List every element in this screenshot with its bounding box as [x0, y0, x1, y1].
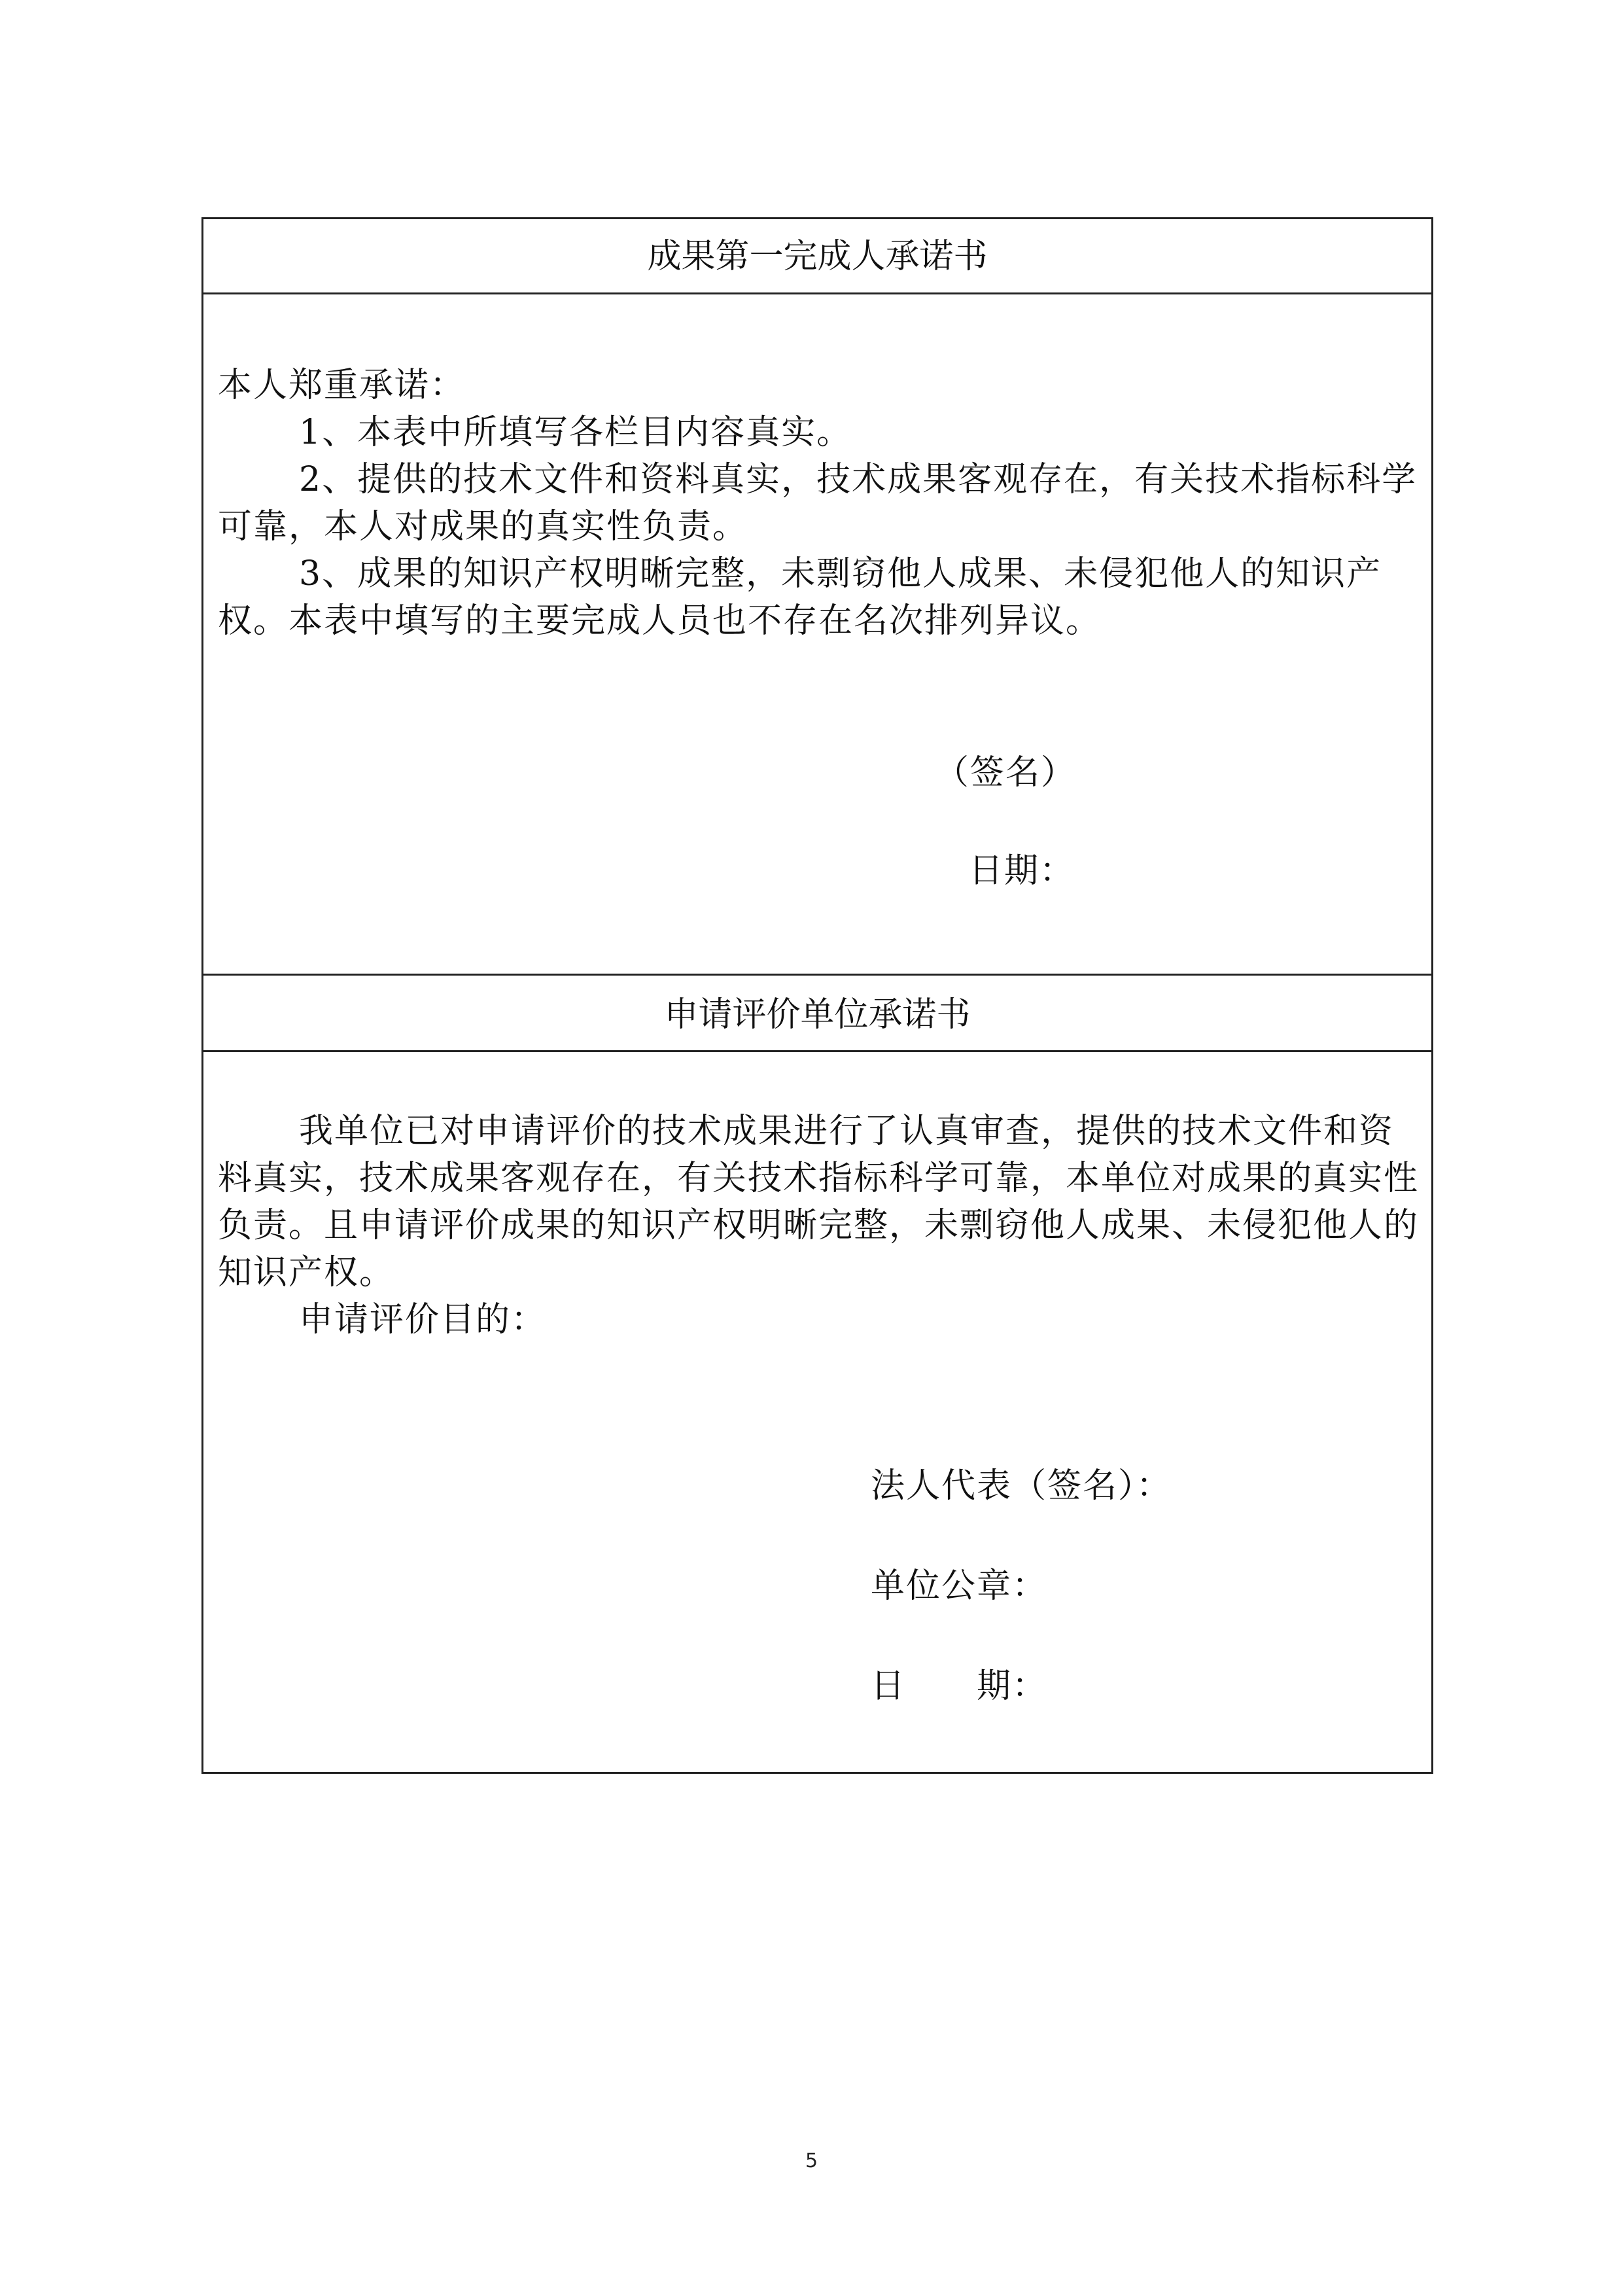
- section2-statement: 我单位已对申请评价的技术成果进行了认真审查，提供的技术文件和资料真实，技术成果客观存在，有关技术指标科学可靠，本单位对成果的真实性负责。且申请评价成果的知识产权明晰完整，未剽窃他人成果、未侵犯他人的知识产权。: [218, 1112, 1420, 1292]
- section1-signature-label: （签名）: [935, 753, 1077, 792]
- section2-title: 申请评价单位承诺书: [203, 974, 1431, 1052]
- section1-title: 成果第一完成人承诺书: [203, 219, 1431, 294]
- section1-date-label: 日期：: [969, 851, 1075, 891]
- section1-item-2: 2、提供的技术文件和资料真实，技术成果客观存在，有关技术指标科学可靠，本人对成果的真实性负责。: [218, 460, 1418, 546]
- section1-intro: 本人郑重承诺：: [218, 366, 466, 405]
- commitment-form-table: [201, 217, 1433, 1774]
- section1-body: [218, 362, 1422, 645]
- section2-purpose-label: 申请评价目的：: [299, 1300, 547, 1339]
- section2-date-label: 日 期：: [871, 1667, 1048, 1706]
- section2-body: [218, 1108, 1422, 1343]
- page-number: 5: [805, 2149, 818, 2172]
- section1-item-1: 1、本表中所填写各栏目内容真实。: [299, 413, 852, 452]
- section2-legal-rep-label: 法人代表（签名）：: [871, 1466, 1172, 1506]
- section2-seal-label: 单位公章：: [871, 1566, 1048, 1606]
- section1-item-3: 3、成果的知识产权明晰完整，未剽窃他人成果、未侵犯他人的知识产权。本表中填写的主要完成人员也不存在名次排列异议。: [218, 554, 1382, 641]
